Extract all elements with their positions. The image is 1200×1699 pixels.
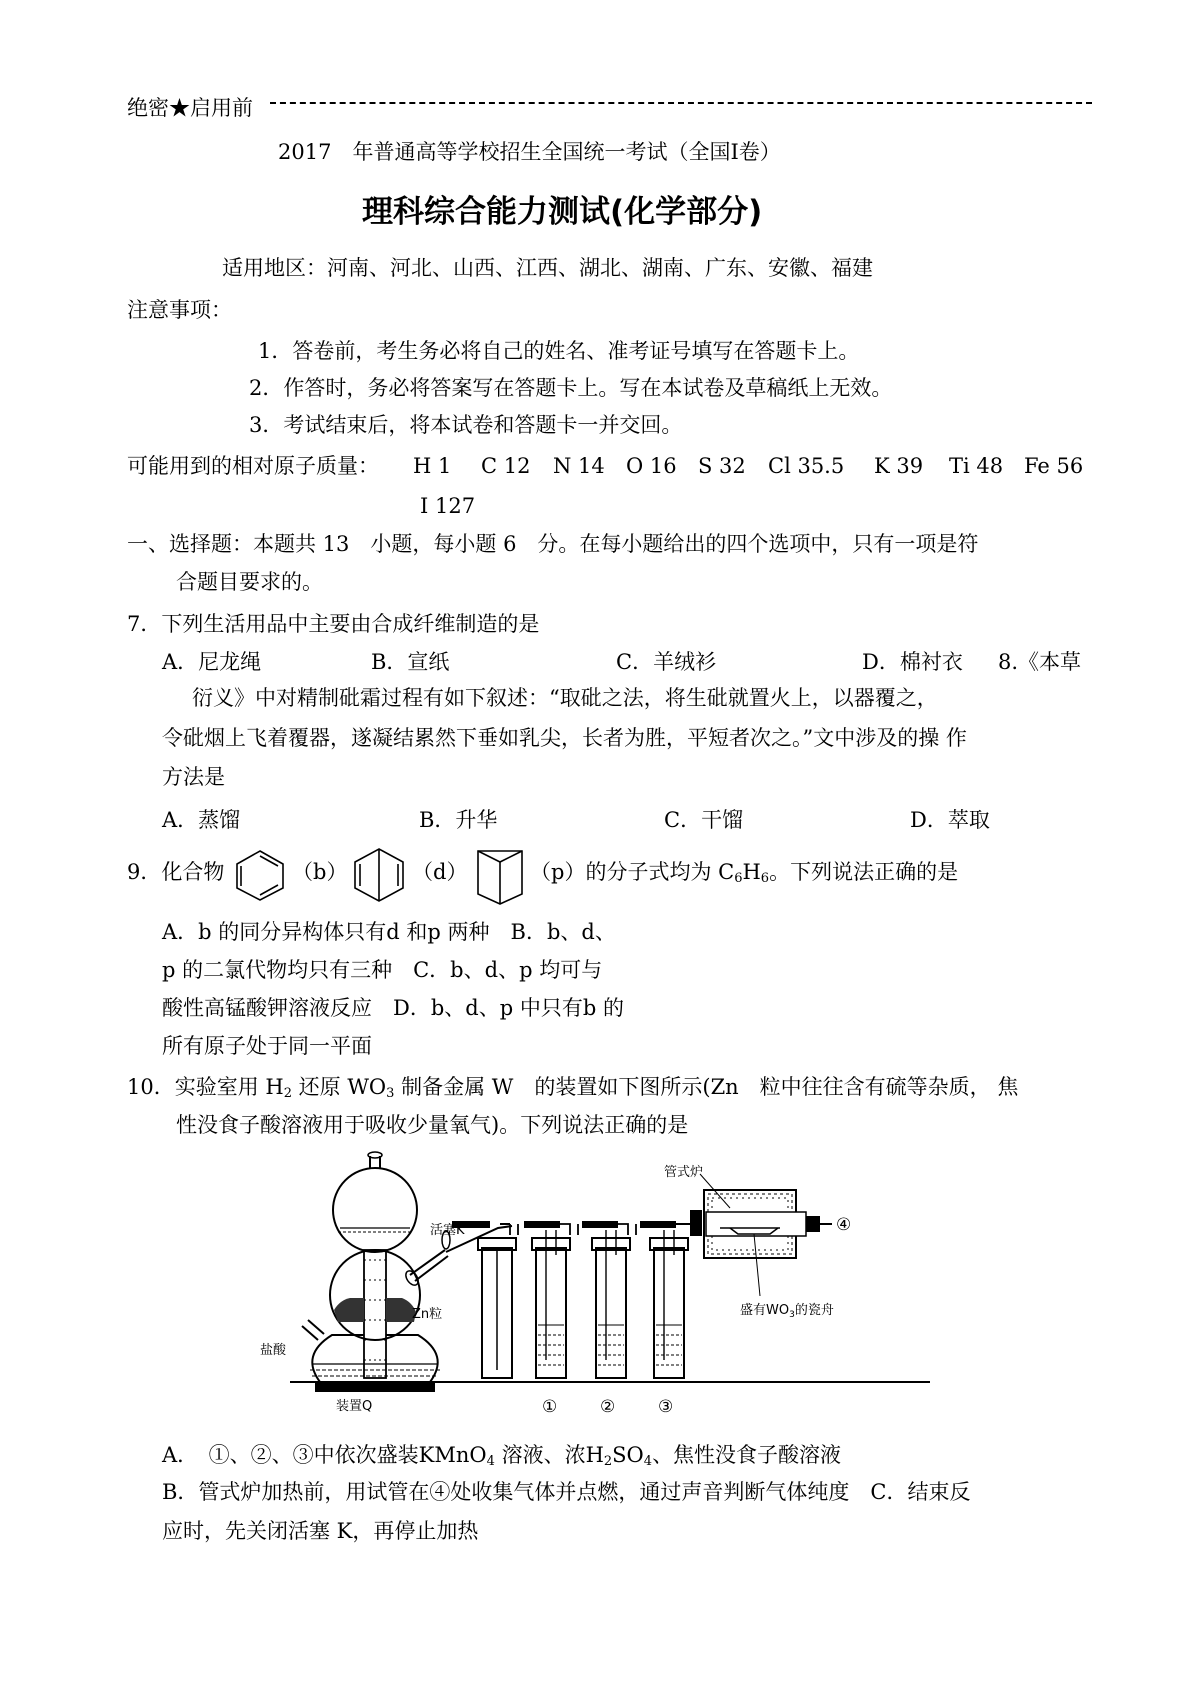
q10-stem-line-1 [127,1075,1019,1101]
atomic-mass-label: 可能用到的相对原子质量： [127,454,379,478]
apparatus-figure [260,1150,940,1420]
q9-line-3: 酸性高锰酸钾溶液反应 D．b、d、p 中只有b 的 [162,996,624,1020]
q10-h2-sub: 2 [283,1086,292,1101]
q10-stem-part-c: 制备金属 W 的装置如下图所示(Zn 粒中往往含有硫等杂质， 焦 [394,1075,1019,1099]
q8-stem-line-2: 衍义》中对精制砒霜过程有如下叙述：“取砒之法，将生砒就置火上，以器覆之， [192,686,938,710]
q10-option-a-part-4: 、焦性没食子酸溶液 [652,1443,842,1467]
q9-stem-formula [530,860,959,886]
q10-option-c-cont: 应时，先关闭活塞 K，再停止加热 [162,1519,479,1543]
atomic-mass-h: H 1 [413,454,452,478]
q9-prefix: 9．化合物 [127,860,225,884]
label-bottle-1: ① [542,1397,558,1417]
atomic-mass-ti: Ti 48 [949,454,1004,478]
q9-line-1: A．b 的同分异构体只有d 和p 两种 B．b、d、 [162,920,616,944]
wash-bottle-3 [650,1230,688,1378]
q10-kmno4-sub: 4 [486,1454,495,1469]
q9-label-d: （d） [412,860,468,884]
q8-stem-line-3: 令砒烟上飞着覆器，遂凝结累然下垂如乳尖，长者为胜，平短者次之。”文中涉及的操 作 [162,726,967,750]
q9-formula-sub-2: 6 [760,871,770,886]
device-q-base [315,1382,435,1392]
q10-h2so4-sub-o: 4 [643,1454,653,1469]
atomic-mass-o: O 16 [626,454,677,478]
atomic-mass-fe: Fe 56 [1024,454,1084,478]
tube-furnace [684,1174,832,1296]
note-item-1: 1．答卷前，考生务必将自己的姓名、准考证号填写在答题卡上。 [258,339,860,363]
q8-option-d: D．萃取 [910,808,990,832]
label-outlet-4: ④ [836,1215,852,1235]
u-tube [478,1238,516,1378]
header-dashed-line [270,102,1092,104]
q10-option-a-part-2: 溶液、浓H [494,1443,604,1467]
atomic-mass-i: I 127 [420,494,476,518]
q8-option-c: C．干馏 [664,808,744,832]
label-valve-k: 活塞K [430,1223,465,1238]
note-item-3: 3．考试结束后，将本试卷和答题卡一并交回。 [249,413,683,437]
atomic-mass-k: K 39 [874,454,924,478]
label-bottle-3: ③ [658,1397,674,1417]
q10-stem-part-a: 10．实验室用 H [127,1075,284,1099]
q9-label-b: （b） [292,860,348,884]
q9-formula-h: H [742,860,761,884]
q8-option-a: A．蒸馏 [162,808,241,832]
q10-wo3-sub: 3 [386,1086,395,1101]
section-heading-line-2: 合题目要求的。 [176,570,323,594]
label-device-q: 装置Q [336,1399,373,1414]
notes-heading: 注意事项： [127,298,232,322]
atomic-mass-c: C 12 [481,454,531,478]
q7-option-d: D．棉衬衣 [862,650,963,674]
q9-line-4: 所有原子处于同一平面 [162,1034,372,1058]
q7-option-a: A．尼龙绳 [162,650,262,674]
benzene-structure-b [232,848,288,902]
q10-option-a-part-1: A． ①、②、③中依次盛装KMnO [162,1443,487,1467]
q8-option-b: B．升华 [419,808,498,832]
q10-option-a-part-3: SO [612,1443,644,1467]
q7-stem: 7．下列生活用品中主要由合成纤维制造的是 [127,612,540,636]
subject-title: 理科综合能力测试(化学部分) [362,194,763,230]
applicable-regions: 适用地区：河南、河北、山西、江西、湖北、湖南、广东、安徽、福建 [222,256,873,280]
q10-option-b: B．管式炉加热前，用试管在④处收集气体并点燃，通过声音判断气体纯度 C．结束反 [162,1480,971,1504]
label-bottle-2: ② [600,1397,616,1417]
label-acid: 盐酸 [260,1343,287,1358]
q10-stem-part-b: 还原 WO [292,1075,387,1099]
q7-option-b: B．宣纸 [371,650,450,674]
kipp-apparatus [302,1152,448,1382]
prismane-structure-p [473,846,527,908]
q9-stem-suffix: 。下列说法正确的是 [769,860,959,884]
atomic-mass-s: S 32 [698,454,746,478]
q8-stem-line-4: 方法是 [162,765,225,789]
q9-formula-sub-1: 6 [734,871,743,886]
q8-stem-start: 8.《本草 [998,650,1082,674]
q10-stem-line-2: 性没食子酸溶液用于吸收少量氧气)。下列说法正确的是 [176,1113,689,1137]
q7-option-c: C．羊绒衫 [616,650,717,674]
dewar-benzene-structure-d [350,846,408,904]
q10-option-a [162,1443,842,1469]
atomic-mass-cl: Cl 35.5 [768,454,845,478]
q9-line-2: p 的二氯代物均只有三种 C．b、d、p 均可与 [162,958,603,982]
label-furnace: 管式炉 [664,1165,704,1180]
q10-h2so4-sub-h: 2 [603,1454,613,1469]
wash-bottle-1 [532,1230,570,1378]
label-zn: Zn粒 [412,1307,443,1322]
section-heading-line-1: 一、选择题：本题共 13 小题，每小题 6 分。在每小题给出的四个选项中，只有一项是符 [127,532,979,556]
q9-label-p: （p）的分子式均为 C [530,860,735,884]
wash-bottle-2 [592,1230,630,1378]
atomic-mass-n: N 14 [553,454,605,478]
secret-mark: 绝密★启用前 [127,96,253,120]
exam-title: 2017 年普通高等学校招生全国统一考试（全国Ⅰ卷） [278,140,781,164]
label-boat: 盛有$WO_3$的瓷舟 [740,1303,834,1320]
note-item-2: 2．作答时，务必将答案写在答题卡上。写在本试卷及草稿纸上无效。 [249,376,893,400]
